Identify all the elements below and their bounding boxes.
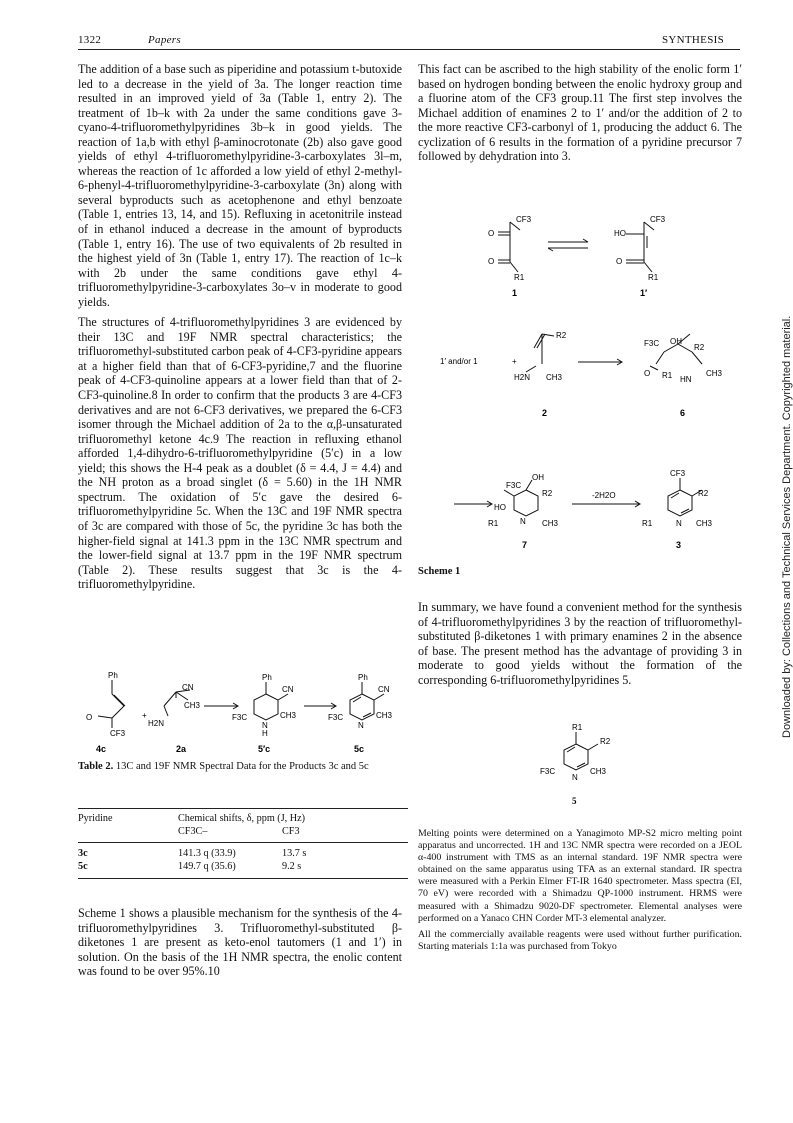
ch3-label: CH3: [376, 711, 393, 720]
cn-label: CN: [282, 685, 294, 694]
ch3-label: CH3: [542, 519, 559, 528]
andor-label: 1′ and/or 1: [440, 357, 478, 366]
f3c-label: F3C: [540, 767, 556, 776]
paragraph: All the commercially available reagents were used without further purification. Starting materials 1:1a was purchased from Tokyo: [418, 928, 742, 952]
r1-label: R1: [488, 519, 499, 528]
compound-label: 2: [542, 408, 548, 418]
table-cell: 149.7 q (35.6): [178, 861, 236, 872]
ph-label: Ph: [108, 671, 118, 680]
page-number: 1322: [78, 34, 102, 46]
o-label: O: [488, 257, 495, 266]
h2n-label: H2N: [514, 373, 531, 382]
table-rule: [78, 842, 408, 843]
r2-label: R2: [694, 343, 705, 352]
scheme-1-figure: [418, 204, 742, 556]
col-subheader: CF3C–: [178, 826, 208, 837]
scheme-1-label: Scheme 1: [418, 566, 461, 577]
col-subheader: CF3: [282, 826, 300, 837]
cf3-label: CF3: [516, 215, 532, 224]
table-rule: [78, 808, 408, 809]
table2-label: Table 2.: [78, 761, 114, 772]
f3c-label: F3C: [328, 713, 344, 722]
compound-label: 5c: [354, 744, 365, 754]
ch3-label: CH3: [280, 711, 297, 720]
r2-label: R2: [698, 489, 709, 498]
hn-label: HN: [680, 375, 692, 384]
journal-name: SYNTHESIS: [662, 34, 724, 46]
table2-caption-text: 13C and 19F NMR Spectral Data for the Products 3c and 5c: [115, 761, 369, 772]
h2n-label: H2N: [148, 719, 165, 728]
compound-label: 5: [572, 796, 577, 806]
compound-label: 4c: [96, 744, 107, 754]
ch3-label: CH3: [696, 519, 713, 528]
table-cell: 5c: [78, 861, 88, 872]
experimental-section: [418, 828, 742, 957]
paragraph: The addition of a base such as piperidine and potassium t-butoxide led to a decrease in the yield of 3a. The longer reaction time resulted in an improved yield of 3a (Table 1, entry 2). The treatment of 1b–k with 2a under the same conditions gave 3-cyano-4-trifluoromethylpyridines 3b–k in good yields. The reaction of 1a,b with ethyl β-aminocrotonate (2b) also gave good yields of ethyl 4-trifluoromethylpyridine-3-carboxylates 3l–m, whereas the reaction of 1c afforded a low yield of ethyl 2-methyl-6-phenyl-4-trifluoromethylpyridine-3-carboxylate (3n) along with several byproducts such as acetophenone and ethyl benzoate (Table 1, entries 13, 14, and 15). Refluxing in acetonitrile instead of in ethanol induced a decrease in the amount of byproducts (Table 1, entry 16). The use of two equivalents of 2b resulted in the highest yield of 3n (Table 1, entry 17). The reaction of 1c–k with 2b under the same conditions gave ethyl 4-trifluoromethylpyridine-3-carboxylates 3o–v in moderate to good yields.: [78, 62, 402, 309]
ho-label: HO: [614, 229, 626, 238]
table-cell: 3c: [78, 848, 88, 859]
plus-sign: +: [142, 711, 147, 720]
table-cell: 9.2 s: [282, 861, 302, 872]
cf3-label: CF3: [670, 469, 686, 478]
r2-label: R2: [542, 489, 553, 498]
o-label: O: [86, 713, 93, 722]
ch3-label: CH3: [546, 373, 563, 382]
n-label: N: [572, 773, 578, 782]
oh-label: OH: [532, 473, 544, 482]
section-title: Papers: [148, 34, 181, 46]
ch3-label: CH3: [706, 369, 723, 378]
n-label: N: [520, 517, 526, 526]
compound-label: 2a: [176, 744, 187, 754]
table2-caption: [78, 760, 406, 773]
col-header-shifts: Chemical shifts, δ, ppm (J, Hz): [178, 813, 306, 824]
r2-label: R2: [600, 737, 611, 746]
water-loss-label: -2H2O: [592, 491, 616, 500]
right-column-summary: [418, 600, 742, 693]
o-label: O: [488, 229, 495, 238]
paragraph: Scheme 1 shows a plausible mechanism for the synthesis of the 4-trifluoromethylpyridines 3. Trifluoromethyl-substituted β-diketones 1 are present as keto-enol tautomers (1 and 1′) in solution. On the basis of the 1H NMR spectra, the enolic content was found to be over 95%.10: [78, 906, 402, 979]
r1-label: R1: [648, 273, 659, 282]
o-label: O: [616, 257, 623, 266]
paragraph: In summary, we have found a convenient method for the synthesis of 4-trifluoromethylpyridines 3 by the reaction of trifluoromethyl-substituted β-diketones 1 with primary enamines 2 in the absence of base. The present method has the advantage of providing 3 in moderate to good yields without the formation of the corresponding 6-trifluoromethylpyridines 5.: [418, 600, 742, 687]
download-notice: Downloaded by: Collections and Technical Services Department. Copyrighted material.: [781, 315, 793, 738]
f3c-label: F3C: [506, 481, 522, 490]
plus-sign: +: [512, 357, 517, 366]
header-rule: [78, 49, 740, 50]
scheme-4c-figure: [78, 668, 408, 756]
ph-label: Ph: [358, 673, 368, 682]
right-column-top: [418, 62, 742, 170]
cf3-label: CF3: [650, 215, 666, 224]
left-column-bottom: [78, 906, 402, 985]
compound-label: 1′: [640, 288, 648, 298]
compound-label: 3: [676, 540, 682, 550]
n-label: N: [358, 721, 364, 730]
oh-label: OH: [670, 337, 682, 346]
compound-5-figure: [520, 714, 630, 812]
paragraph: The structures of 4-trifluoromethylpyridines 3 are evidenced by their 13C and 19F NMR spectral characteristics; the trifluoromethyl-substituted carbon peak of 4-CF3-pyridine appears at a higher field than that of 6-CF3-pyridine,7 and the fluorine peak of 4-CF3-quinoline appears at a lower field than that of 2-CF3-quinoline.8 In order to confirm that the products 3 are 4-CF3 derivatives and are not 6-CF3 derivatives, we prepared the 6-CF3 isomer through the Michael addition of 2a to the α,β-unsaturated trifluoromethyl ketone 4c.9 The reaction in refluxing ethanol afforded 1,4-dihydro-6-trifluoromethylpyridine (5′c) in a low yield; this shows the H-4 peak as a doublet (δ = 4.4, J = 4.4) and the NH proton as a broad singlet (δ = 5.60) in the 1H NMR spectrum. The oxidation of 5′c gave the desired 6-trifluoromethylpyridine 5c. When the 13C and 19F NMR spectra of 3c are compared with those of 5c, the pyridine 3c has both the higher-field signal at 141.3 ppm in the 13C NMR spectrum and the lower-field signal at 13.7 ppm in the 19F NMR spectrum (Table 2). These results suggest that 3c is the 4-trifluoromethylpyridine.: [78, 315, 402, 592]
r1-label: R1: [514, 273, 525, 282]
o-label: O: [644, 369, 651, 378]
col-header-pyridine: Pyridine: [78, 813, 113, 824]
n-label: N: [262, 721, 268, 730]
h-label: H: [262, 729, 268, 738]
table-cell: 141.3 q (33.9): [178, 848, 236, 859]
n-label: N: [676, 519, 682, 528]
cn-label: CN: [378, 685, 390, 694]
left-column: [78, 62, 402, 598]
cf3-label: CF3: [110, 729, 126, 738]
table-cell: 13.7 s: [282, 848, 307, 859]
compound-label: 1: [512, 288, 518, 298]
compound-label: 5′c: [258, 744, 271, 754]
ph-label: Ph: [262, 673, 272, 682]
f3c-label: F3C: [232, 713, 248, 722]
f3c-label: F3C: [644, 339, 660, 348]
r1-label: R1: [642, 519, 653, 528]
paragraph: This fact can be ascribed to the high stability of the enolic form 1′ based on hydrogen bonding between the enolic hydroxy group and a fluorine atom of the CF3 group.11 The first step involves the Michael addition of enamines 2 to 1′ and/or the addition of 2 to the more reactive CF3-carbonyl of 1, producing the adduct 6. The cyclization of 6 results in the formation of a pyridine precursor 7 followed by dehydration into 3.: [418, 62, 742, 164]
r2-label: R2: [556, 331, 567, 340]
compound-label: 6: [680, 408, 686, 418]
cn-label: CN: [182, 683, 194, 692]
r1-label: R1: [572, 723, 583, 732]
ho-label: HO: [494, 503, 506, 512]
r1-label: R1: [662, 371, 673, 380]
paragraph: Melting points were determined on a Yanagimoto MP-S2 micro melting point apparatus and uncorrected. 1H and 13C NMR spectra were recorded on a JEOL α-400 instrument with TMS as an internal standard. 19F NMR spectra were obtained on the same apparatus using TFA as an external standard. IR spectra were measured with a Perkin Elmer FT-IR 1640 spectrometer. Mass spectra (EI, 70 eV) were recorded with a Shimadzu QP-1000 instrument. HRMS were measured with a Shimadzu 9020-DF spectrometer. Elemental analyses were performed on a Yanaco CHN Corder MT-3 elemental analyzer.: [418, 828, 742, 924]
table-rule: [78, 878, 408, 879]
ch3-label: CH3: [184, 701, 201, 710]
ch3-label: CH3: [590, 767, 607, 776]
compound-label: 7: [522, 540, 528, 550]
